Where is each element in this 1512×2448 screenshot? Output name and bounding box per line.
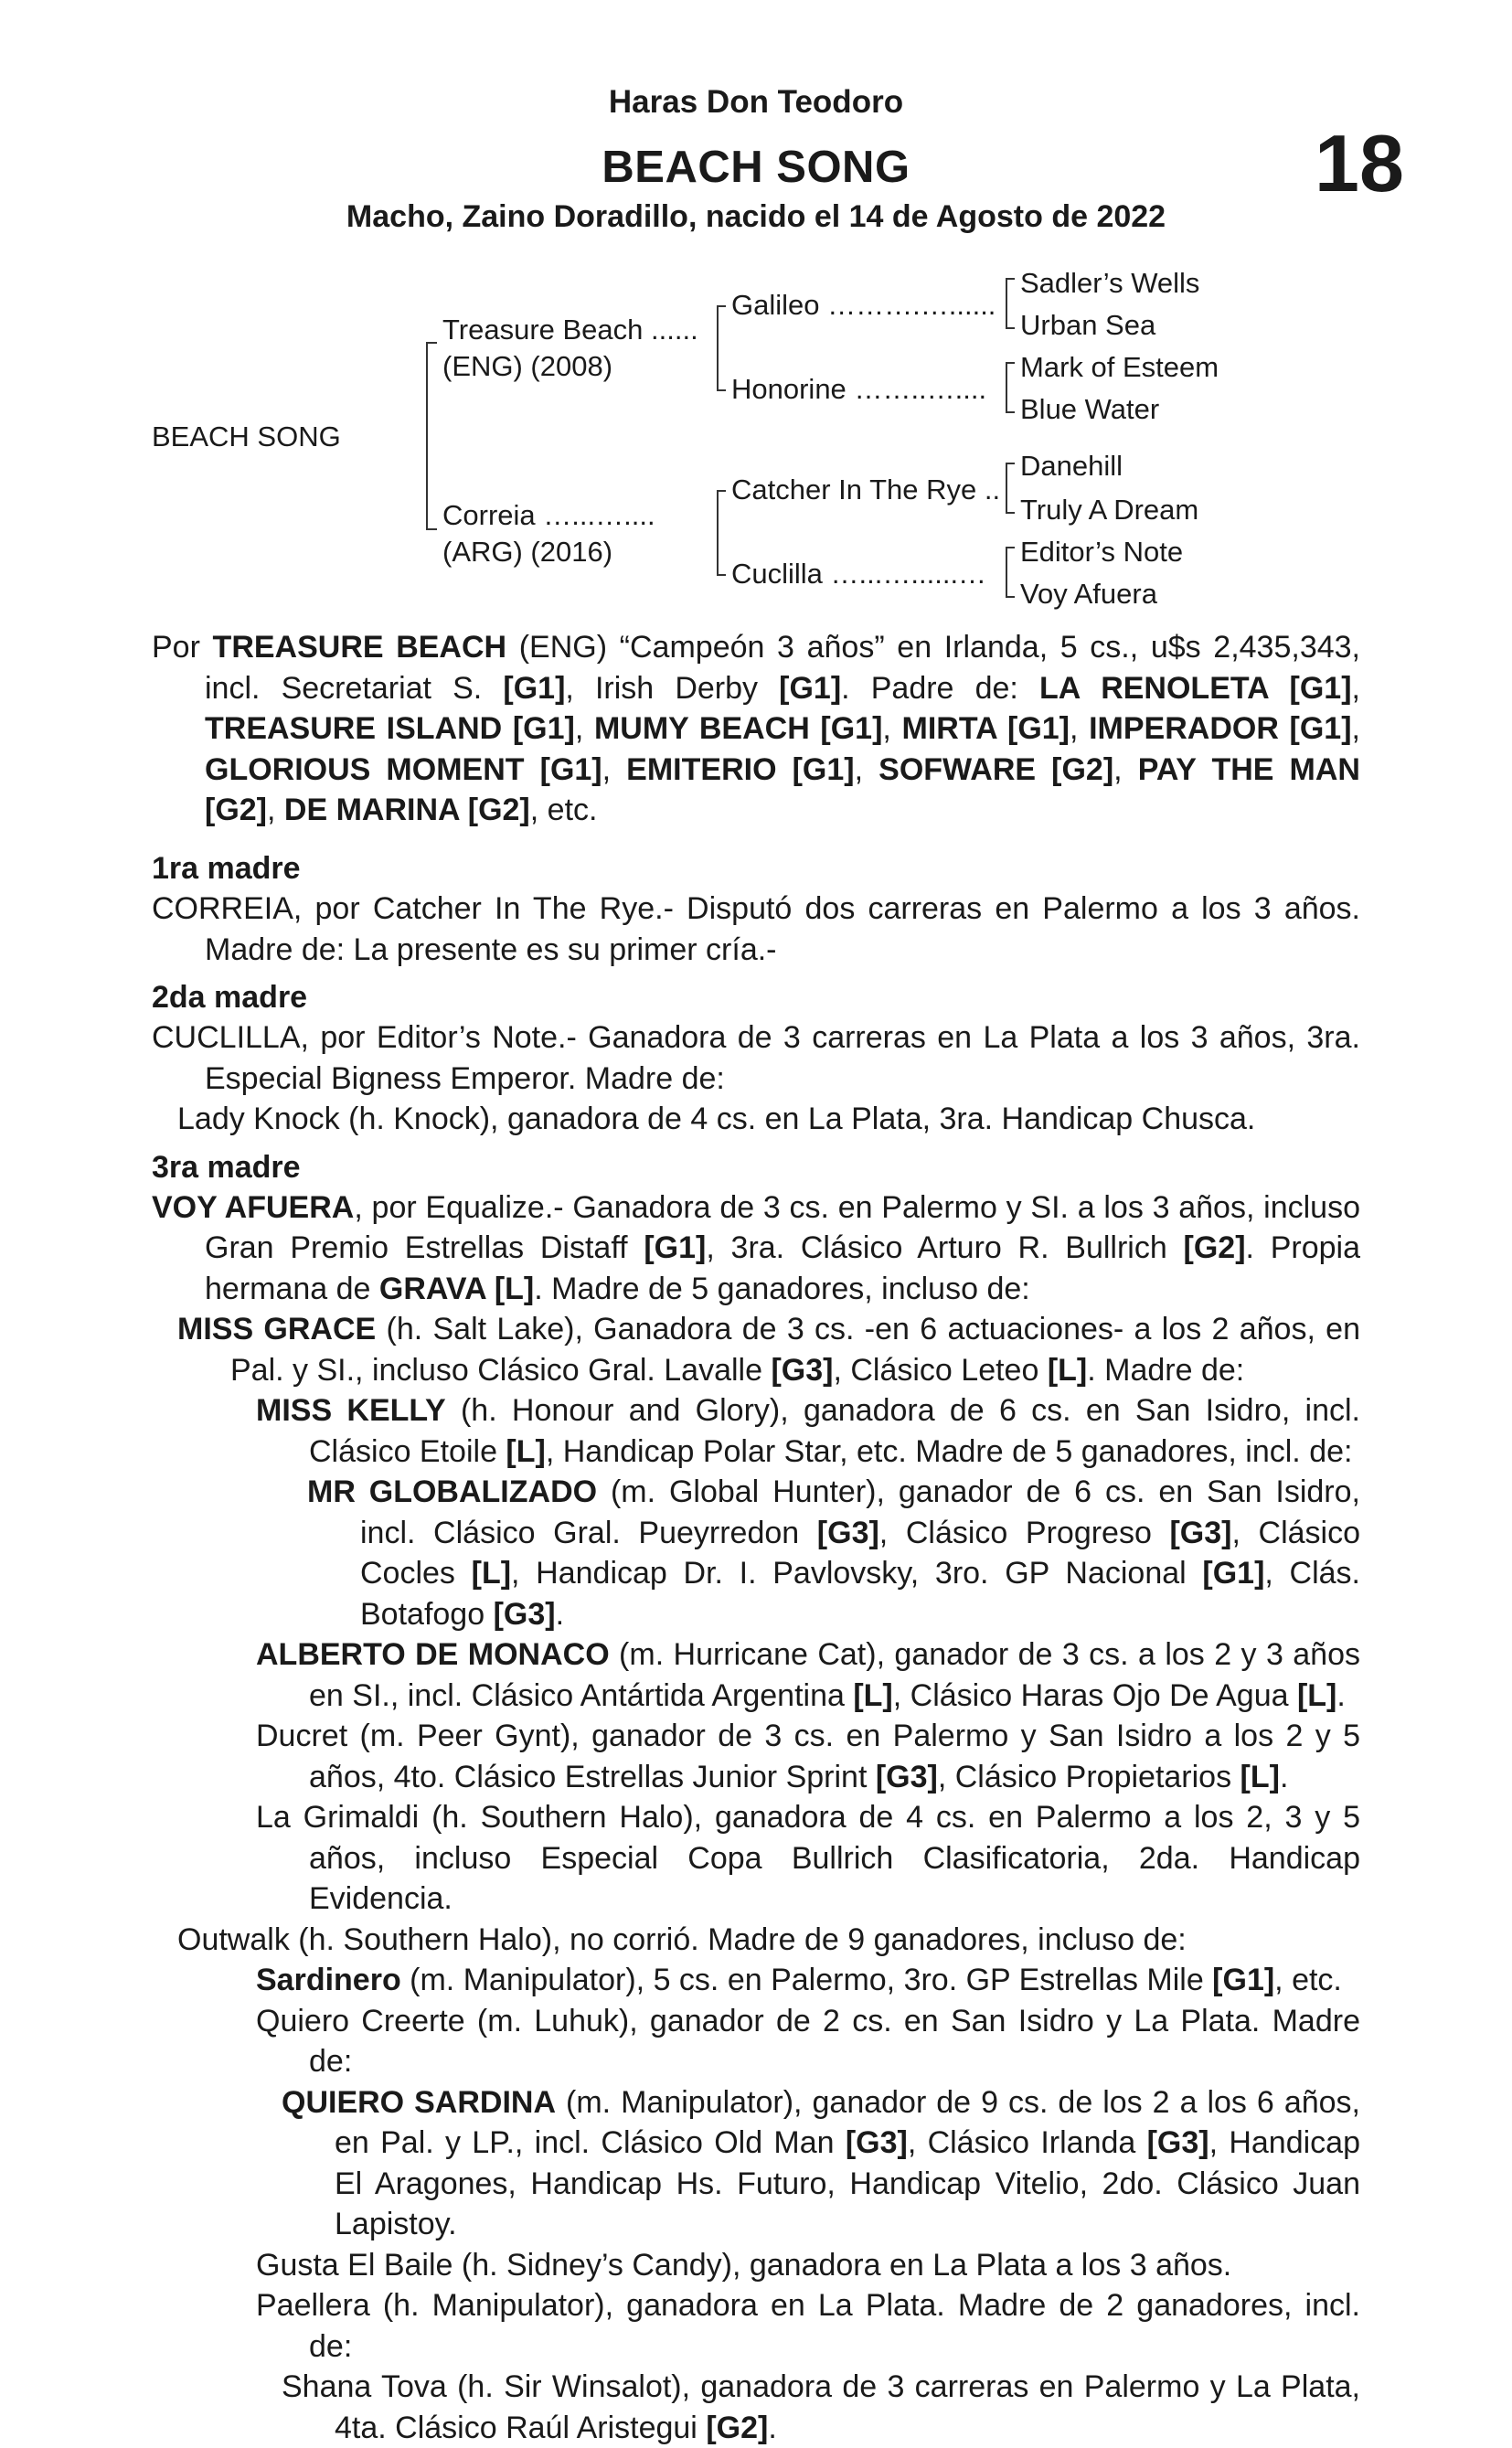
pedigree-g3-4: Blue Water (1020, 393, 1160, 425)
pedigree-bracket (1006, 278, 1015, 280)
pedigree-g3-7: Editor’s Note (1020, 536, 1184, 568)
offspring-mr-globalizado: MR GLOBALIZADO (m. Global Hunter), ganador de 6 cs. en San Isidro, incl. Clásico Gral. Pueyrredon [G3], Clásico Progreso [G3], Clásico Cocles [L], Handicap Dr. I. Pavlovsky, 3ro. GP Nacional [G1], Clás. Botafogo [G3]. (307, 1474, 1361, 1632)
pedigree-sire-origin: (ENG) (2008) (442, 350, 613, 382)
female-family (152, 848, 1360, 2448)
offspring-alberto-de-monaco: ALBERTO DE MONACO (m. Hurricane Cat), ganador de 3 cs. a los 2 y 3 años en SI., incl. Clásico Antártida Argentina [L], Clásico Haras Ojo De Agua [L]. (256, 1637, 1360, 1713)
dam2-heading: 2da madre (152, 980, 308, 1015)
pedigree-bracket (717, 574, 726, 576)
dam2-paragraph: CUCLILLA, por Editor’s Note.- Ganadora de 3 carreras en La Plata a los 3 años, 3ra. Especial Bigness Emperor. Madre de: (152, 1020, 1360, 1096)
horse-name: BEACH SONG (602, 143, 910, 192)
pedigree-bracket (426, 528, 437, 530)
dam3-paragraph: VOY AFUERA, por Equalize.- Ganadora de 3 cs. en Palermo y SI. a los 3 años, incluso Gran Premio Estrellas Distaff [G1], 3ra. Clásico Arturo R. Bullrich [G2]. Propia hermana de GRAVA [L]. Madre de 5 ganadores, incluso de: (152, 1189, 1360, 1306)
offspring-outwalk: Outwalk (h. Southern Halo), no corrió. Madre de 9 ganadores, incluso de: (177, 1921, 1187, 1957)
pedigree-subject: BEACH SONG (152, 420, 341, 452)
pedigree-sire: Treasure Beach ...... (442, 314, 698, 346)
consignor-name: Haras Don Teodoro (608, 84, 904, 120)
pedigree-bracket (717, 305, 726, 307)
pedigree-bracket (1006, 596, 1015, 598)
offspring-ducret: Ducret (m. Peer Gynt), ganador de 3 cs. en Palermo y San Isidro a los 2 y 5 años, 4to. Clásico Estrellas Junior Sprint [G3], Clásico Propietarios [L]. (256, 1719, 1360, 1794)
pedigree-bracket (717, 490, 726, 492)
pedigree-dam: Correia …...….... (442, 499, 655, 531)
sire-section (152, 627, 1360, 831)
dam2-offspring: Lady Knock (h. Knock), ganadora de 4 cs. en La Plata, 3ra. Handicap Chusca. (177, 1102, 1256, 1136)
offspring-paellera: Paellera (h. Manipulator), ganadora en La Plata. Madre de 2 ganadores, incl. de: (256, 2288, 1360, 2364)
pedigree-sire-dam: Honorine ……..….... (731, 373, 987, 405)
pedigree-g3-6: Truly A Dream (1020, 494, 1199, 526)
dam3-heading: 3ra madre (152, 1149, 301, 1185)
offspring-la-grimaldi: La Grimaldi (h. Southern Halo), ganadora de 4 cs. en Palermo a los 2, 3 y 5 años, incluso Especial Copa Bullrich Clasificatoria, 2da. Handicap Evidencia. (256, 1800, 1360, 1916)
horse-description: Macho, Zaino Doradillo, nacido el 14 de Agosto de 2022 (346, 199, 1166, 234)
sire-paragraph: Por TREASURE BEACH (ENG) “Campeón 3 años” en Irlanda, 5 cs., u$s 2,435,343, incl. Secretariat S. [G1], Irish Derby [G1]. Padre de: LA RENOLETA [G1], TREASURE ISLAND [G1], MUMY BEACH [G1], MIRTA [G1], IMPERADOR [G1], GLORIOUS MOMENT [G1], EMITERIO [G1], SOFWARE [G2], PAY THE MAN [G2], DE MARINA [G2], etc. (152, 630, 1360, 827)
pedigree-bracket (1006, 327, 1015, 329)
pedigree-bracket (1006, 547, 1007, 598)
pedigree-bracket (717, 305, 719, 391)
lot-number: 18 (1315, 118, 1404, 208)
pedigree-bracket (1006, 411, 1015, 413)
pedigree-bracket (426, 342, 428, 530)
pedigree-g3-1: Sadler’s Wells (1020, 267, 1200, 299)
offspring-sardinero: Sardinero (m. Manipulator), 5 cs. en Palermo, 3ro. GP Estrellas Mile [G1], etc. (256, 1963, 1342, 1997)
offspring-quiero-sardina: QUIERO SARDINA (m. Manipulator), ganador de 9 cs. de los 2 a los 6 años, en Pal. y LP., incl. Clásico Old Man [G3], Clásico Irlanda [G3], Handicap El Aragones, Handicap Hs. Futuro, Handicap Vitelio, 2do. Clásico Juan Lapistoy. (282, 2084, 1360, 2241)
pedigree-bracket (1006, 278, 1007, 329)
pedigree-bracket (1006, 362, 1015, 364)
pedigree-dam-origin: (ARG) (2016) (442, 536, 613, 568)
pedigree-g3-8: Voy Afuera (1020, 578, 1157, 610)
offspring-quiero-creerte: Quiero Creerte (m. Luhuk), ganador de 2 cs. en San Isidro y La Plata. Madre de: (256, 2003, 1360, 2079)
pedigree-bracket (1006, 362, 1007, 413)
offspring-shana-tova: Shana Tova (h. Sir Winsalot), ganadora de 3 carreras en Palermo y La Plata, 4ta. Clásico Raúl Aristegui [G2]. (282, 2369, 1360, 2445)
pedigree-g3-5: Danehill (1020, 450, 1123, 482)
pedigree-bracket (1006, 463, 1015, 464)
pedigree-bracket (1006, 463, 1007, 514)
pedigree-bracket (426, 342, 437, 344)
pedigree-g3-3: Mark of Esteem (1020, 351, 1219, 383)
pedigree-bracket (1006, 512, 1015, 514)
pedigree-dam-sire: Catcher In The Rye .. (731, 474, 1001, 506)
pedigree-bracket (1006, 547, 1015, 548)
pedigree-sire-sire: Galileo ……….…...... (731, 289, 996, 321)
pedigree-g3-2: Urban Sea (1020, 309, 1156, 341)
pedigree-bracket (717, 389, 726, 391)
dam1-heading: 1ra madre (152, 851, 301, 886)
offspring-miss-kelly: MISS KELLY (h. Honour and Glory), ganadora de 6 cs. en San Isidro, incl. Clásico Etoile [L], Handicap Polar Star, etc. Madre de 5 ganadores, incl. de: (256, 1393, 1360, 1469)
offspring-gusta-el-baile: Gusta El Baile (h. Sidney’s Candy), ganadora en La Plata a los 3 años. (256, 2247, 1232, 2283)
offspring-miss-grace: MISS GRACE (h. Salt Lake), Ganadora de 3 cs. -en 6 actuaciones- a los 2 años, en Pal. y SI., incluso Clásico Gral. Lavalle [G3], Clásico Leteo [L]. Madre de: (177, 1312, 1361, 1388)
pedigree-dam-dam: Cuclilla …...…......… (731, 558, 987, 590)
dam1-paragraph: CORREIA, por Catcher In The Rye.- Disputó dos carreras en Palermo a los 3 años. Madre de: La presente es su primer cría.- (152, 891, 1360, 967)
pedigree-bracket (717, 490, 719, 576)
